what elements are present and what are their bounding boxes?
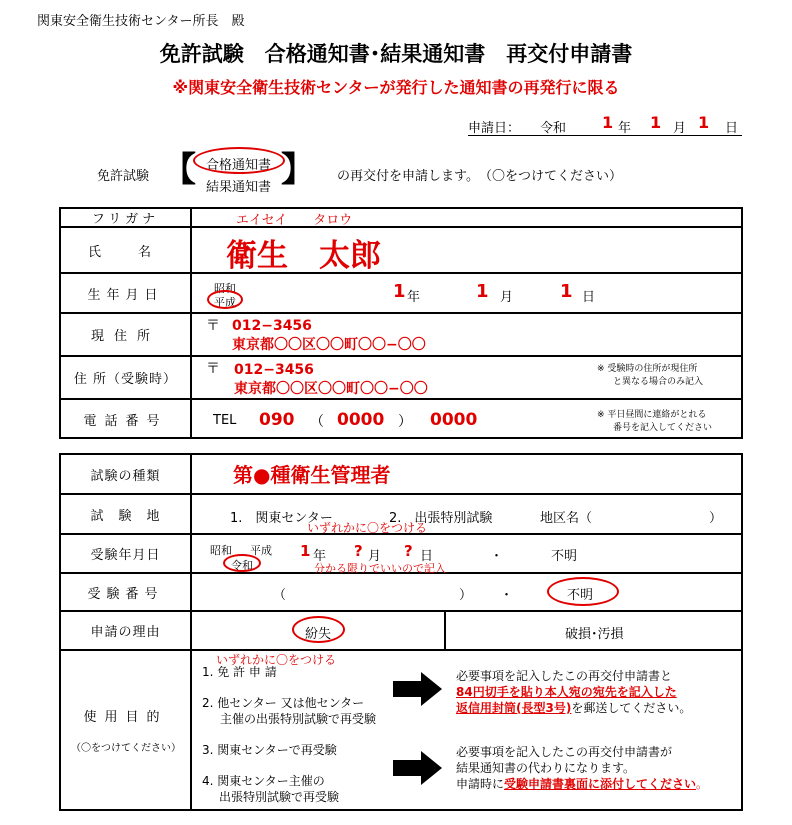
instruction-2-line-3 xyxy=(456,775,708,792)
purpose-option-4[interactable]: 4. 関東センター主催の xyxy=(202,774,325,788)
exam-era-circle xyxy=(223,554,261,572)
birth-day-unit: 日 xyxy=(582,290,596,305)
birth-month-unit: 月 xyxy=(500,290,514,305)
at-application-text: 申請時に xyxy=(456,777,505,791)
selection-circle xyxy=(193,147,285,174)
instruction-2-line-1: 必要事項を記入したこの再交付申請書が xyxy=(456,745,673,759)
exam-number-separator: ・ xyxy=(500,588,514,603)
exam-day[interactable]: ? xyxy=(404,542,413,560)
furigana-label: フリガナ xyxy=(91,211,160,227)
date-day[interactable]: 1 xyxy=(698,113,710,132)
exam-day-unit: 日 xyxy=(420,549,434,564)
phone-paren-close: ） xyxy=(398,414,412,430)
exam-number-label: 受験番号 xyxy=(87,586,164,602)
exam-era-reiwa[interactable]: 令和 xyxy=(231,559,253,572)
phone-label: 電話番号 xyxy=(83,414,168,429)
date-year[interactable]: 1 xyxy=(602,113,614,132)
purpose-option-1[interactable]: 1. 免 許 申 請 xyxy=(202,665,277,679)
exam-address-note-2: と異なる場合のみ記入 xyxy=(613,377,704,387)
document-title: 免許試験 合格通知書･結果通知書 再交付申請書 xyxy=(159,42,633,66)
exam-type-value[interactable]: 第●種衛生管理者 xyxy=(233,463,391,487)
exam-place-note: いずれかに〇をつける xyxy=(307,521,428,535)
exam-date-label: 受験年月日 xyxy=(90,548,161,563)
exam-region-field[interactable]: 地区名（ ） xyxy=(540,511,723,526)
return-envelope-text: 返信用封筒(長型3号) xyxy=(456,701,572,715)
exam-place-label: 試 験 地 xyxy=(90,508,161,524)
arrow-right-icon xyxy=(393,672,443,706)
bracket-right: 】 xyxy=(281,150,315,190)
reason-circle xyxy=(292,616,345,643)
phone-part-3[interactable]: 0000 xyxy=(430,410,478,430)
purpose-note: いずれかに〇をつける xyxy=(216,653,337,667)
name-label: 氏 名 xyxy=(87,244,163,260)
exam-date-separator: ・ xyxy=(490,549,504,564)
mail-instruction-text: を郵送してください。 xyxy=(571,701,692,715)
birth-year-unit: 年 xyxy=(407,290,421,305)
instruction-1-line-3 xyxy=(456,699,691,716)
instruction-1-line-2: 84円切手を貼り本人宛の宛先を記入した xyxy=(456,685,677,699)
phone-note-2: 番号を記入してください xyxy=(613,423,713,433)
instruction-1-line-1: 必要事項を記入したこの再交付申請書と xyxy=(456,669,673,683)
purpose-label: 使用目的 xyxy=(83,709,168,725)
bracket-left: 【 xyxy=(162,150,196,190)
application-date xyxy=(468,113,742,136)
request-prefix: 免許試験 xyxy=(97,169,150,184)
phone-paren-open: （ xyxy=(310,414,324,430)
exam-place-option-1[interactable]: 1. 関東センター xyxy=(230,511,333,526)
date-year-unit: 年 xyxy=(618,121,632,136)
option-pass-notice[interactable]: 合格通知書 xyxy=(206,158,272,173)
reissue-notice: ※関東安全衛生技術センターが発行した通知書の再発行に限る xyxy=(172,78,620,97)
phone-part-2[interactable]: 0000 xyxy=(337,410,385,430)
exam-date-note: 分かる限りでいいので記入 xyxy=(314,562,446,575)
reason-label: 申請の理由 xyxy=(90,625,161,640)
birth-era-heisei[interactable]: 平成 xyxy=(214,296,236,309)
date-era: 令和 xyxy=(540,121,567,136)
birth-month[interactable]: 1 xyxy=(476,281,489,302)
exam-postal-code[interactable]: 012−3456 xyxy=(234,362,314,378)
purpose-option-3[interactable]: 3. 関東センターで再受験 xyxy=(202,743,337,757)
exam-year[interactable]: 1 xyxy=(300,542,311,560)
date-label: 申請日： xyxy=(468,121,521,136)
address-label: 現住所 xyxy=(90,329,160,344)
exam-postal-mark: 〒 xyxy=(206,361,220,377)
postal-mark: 〒 xyxy=(206,318,220,334)
purpose-option-2[interactable]: 2. 他センター 又は他センター xyxy=(202,696,365,710)
addressee: 関東安全衛生技術センター所長 殿 xyxy=(37,14,245,29)
birth-era-showa[interactable]: 昭和 xyxy=(214,282,236,295)
exam-address-value[interactable]: 東京都〇〇区〇〇町〇〇−〇〇 xyxy=(234,381,428,397)
instruction-period: 。 xyxy=(696,777,709,791)
exam-month-unit: 月 xyxy=(368,549,382,564)
phone-part-1[interactable]: 090 xyxy=(259,410,295,430)
exam-date-unknown[interactable]: 不明 xyxy=(551,549,578,564)
furigana-value[interactable]: エイセイ タロウ xyxy=(236,213,353,228)
option-result-notice[interactable]: 結果通知書 xyxy=(206,180,272,195)
purpose-option-2-line-2: 主催の出張特別試験で再受験 xyxy=(220,712,377,726)
postal-code[interactable]: 012−3456 xyxy=(232,318,312,334)
attach-instruction-text: 受験申請書裏面に添付してください xyxy=(504,777,697,791)
exam-era-heisei[interactable]: 平成 xyxy=(250,544,272,557)
birth-era-circle xyxy=(207,290,243,309)
instruction-2-line-2: 結果通知書の代わりになります。 xyxy=(456,761,636,775)
tel-label: TEL xyxy=(213,413,237,428)
reason-damaged[interactable]: 破損･汚損 xyxy=(565,627,624,642)
address-value[interactable]: 東京都〇〇区〇〇町〇〇−〇〇 xyxy=(232,337,426,353)
exam-address-note: ※ 受験時の住所が現住所 xyxy=(597,364,698,374)
purpose-label-note: （〇をつけてください） xyxy=(71,743,181,754)
date-month-unit: 月 xyxy=(673,121,687,136)
date-month[interactable]: 1 xyxy=(650,113,662,132)
exam-place-option-2[interactable]: 2. 出張特別試験 xyxy=(389,511,493,526)
exam-number-circle xyxy=(547,577,619,606)
exam-year-unit: 年 xyxy=(313,549,327,564)
arrow-right-icon xyxy=(393,751,443,785)
exam-month[interactable]: ? xyxy=(354,542,363,560)
reason-lost[interactable]: 紛失 xyxy=(305,627,332,642)
purpose-option-4-line-2: 出張特別試験で再受験 xyxy=(219,790,340,804)
exam-era-showa[interactable]: 昭和 xyxy=(210,544,232,557)
phone-note: ※ 平日昼間に連絡がとれる xyxy=(597,410,707,420)
exam-number-open: （ xyxy=(273,588,287,603)
exam-number-unknown[interactable]: 不明 xyxy=(567,588,594,603)
birthdate-label: 生年月日 xyxy=(87,287,164,303)
date-day-unit: 日 xyxy=(725,121,739,136)
birth-year[interactable]: 1 xyxy=(393,281,406,302)
birth-day[interactable]: 1 xyxy=(560,281,573,302)
exam-type-label: 試験の種類 xyxy=(90,468,161,484)
exam-number-close: ） xyxy=(459,588,473,603)
name-value[interactable]: 衛生 太郎 xyxy=(226,238,381,274)
exam-address-label: 住 所（受験時） xyxy=(73,372,178,387)
request-suffix: の再交付を申請します。 （〇をつけてください） xyxy=(337,169,622,184)
